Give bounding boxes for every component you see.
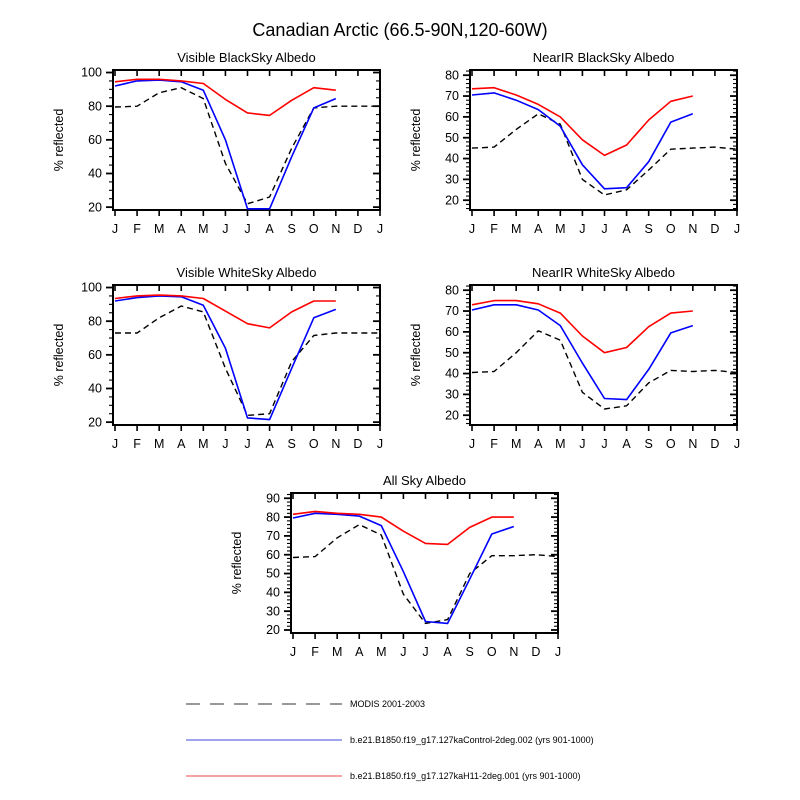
x-tick-label: A: [622, 437, 631, 451]
plot-frame: [113, 70, 380, 210]
y-tick-label: 80: [445, 68, 459, 83]
y-tick-label: 50: [445, 130, 459, 145]
x-tick-label: N: [688, 222, 698, 236]
x-tick-label: J: [222, 437, 229, 451]
chart-all-sky-albedo: [230, 473, 561, 659]
x-tick-label: A: [534, 222, 543, 236]
x-tick-label: A: [265, 222, 274, 236]
plot-frame: [470, 285, 737, 425]
x-tick-label: O: [308, 222, 319, 236]
x-tick-label: J: [733, 222, 741, 236]
y-tick-label: 90: [266, 491, 280, 506]
y-tick-label: 40: [88, 381, 102, 396]
x-tick-label: M: [555, 222, 566, 236]
x-tick-label: M: [510, 222, 522, 236]
x-tick-label: A: [355, 645, 364, 659]
modis-line: [115, 306, 380, 415]
chart-nearir-whitesky-albedo: [409, 265, 740, 451]
x-tick-label: N: [509, 645, 519, 659]
y-tick-label: 70: [445, 89, 459, 104]
x-tick-label: D: [353, 437, 363, 451]
y-tick-label: 30: [445, 172, 459, 187]
x-tick-label: J: [579, 222, 586, 236]
x-tick-label: O: [308, 437, 319, 451]
chart-visible-blacksky-albedo: [52, 50, 383, 236]
y-tick-label: 80: [266, 510, 280, 525]
y-tick-label: 80: [88, 99, 102, 114]
x-tick-label: J: [400, 645, 407, 659]
x-tick-label: D: [353, 222, 363, 236]
x-tick-label: D: [710, 222, 720, 236]
x-tick-label: D: [710, 437, 720, 451]
x-tick-label: S: [644, 222, 653, 236]
control-line: [293, 513, 514, 623]
y-axis-label: % reflected: [409, 323, 423, 387]
y-tick-label: 30: [445, 387, 459, 402]
chart-nearir-blacksky-albedo: [409, 50, 740, 236]
y-tick-label: 100: [81, 65, 102, 80]
x-tick-label: J: [376, 222, 384, 236]
x-tick-label: M: [153, 437, 165, 451]
legend-item-modis: [186, 697, 425, 711]
x-tick-label: J: [468, 437, 476, 451]
control-line: [115, 296, 336, 420]
x-tick-label: M: [555, 437, 566, 451]
x-tick-label: O: [665, 222, 676, 236]
h11-line: [293, 511, 514, 544]
x-tick-label: F: [133, 222, 141, 236]
plot-frame: [470, 70, 737, 210]
y-tick-label: 80: [445, 283, 459, 298]
x-tick-label: J: [111, 437, 119, 451]
y-axis-label: % reflected: [52, 323, 66, 387]
chart-visible-whitesky-albedo: [52, 265, 383, 451]
y-tick-label: 50: [266, 566, 280, 581]
h11-line: [115, 295, 336, 328]
chart-title: NearIR BlackSky Albedo: [532, 50, 675, 65]
x-tick-label: A: [443, 645, 452, 659]
modis-line: [293, 525, 558, 624]
y-tick-label: 20: [266, 623, 280, 638]
legend-label: MODIS 2001-2003: [350, 699, 426, 709]
x-tick-label: J: [601, 222, 608, 236]
y-tick-label: 60: [266, 547, 280, 562]
x-tick-label: J: [554, 645, 562, 659]
y-tick-label: 20: [445, 408, 459, 423]
x-tick-label: J: [111, 222, 119, 236]
x-tick-label: A: [622, 222, 631, 236]
y-tick-label: 50: [445, 345, 459, 360]
y-axis-label: % reflected: [230, 531, 244, 595]
chart-title: NearIR WhiteSky Albedo: [531, 265, 676, 280]
y-tick-label: 70: [266, 529, 280, 544]
y-axis-label: % reflected: [409, 108, 423, 172]
control-line: [472, 93, 693, 189]
legend-label: b.e21.B1850.f19_g17.127kaH11-2deg.001 (yrs 901-1000): [350, 771, 581, 781]
y-tick-label: 30: [266, 604, 280, 619]
y-tick-label: 20: [88, 200, 102, 215]
x-tick-label: S: [287, 222, 296, 236]
y-tick-label: 60: [445, 325, 459, 340]
y-tick-label: 80: [88, 314, 102, 329]
y-tick-label: 40: [445, 151, 459, 166]
y-tick-label: 40: [88, 166, 102, 181]
x-tick-label: J: [244, 437, 251, 451]
y-tick-label: 70: [445, 304, 459, 319]
x-tick-label: S: [644, 437, 653, 451]
x-tick-label: M: [198, 222, 209, 236]
plot-frame: [113, 285, 380, 425]
h11-line: [472, 88, 693, 156]
x-tick-label: A: [534, 437, 543, 451]
x-tick-label: N: [331, 437, 341, 451]
x-tick-label: F: [311, 645, 319, 659]
legend-item-h11: [186, 769, 581, 783]
y-tick-label: 60: [88, 133, 102, 148]
y-tick-label: 60: [445, 110, 459, 125]
x-tick-label: J: [468, 222, 476, 236]
modis-line: [472, 114, 737, 195]
x-tick-label: F: [490, 437, 498, 451]
x-tick-label: M: [331, 645, 343, 659]
h11-line: [115, 79, 336, 115]
x-tick-label: O: [486, 645, 497, 659]
x-tick-label: M: [198, 437, 209, 451]
y-tick-label: 40: [445, 366, 459, 381]
x-tick-label: J: [244, 222, 251, 236]
x-tick-label: D: [531, 645, 541, 659]
x-tick-label: A: [177, 437, 186, 451]
chart-title: Visible BlackSky Albedo: [177, 50, 316, 65]
x-tick-label: S: [287, 437, 296, 451]
x-tick-label: F: [133, 437, 141, 451]
modis-line: [115, 88, 380, 204]
x-tick-label: M: [376, 645, 387, 659]
legend-label: b.e21.B1850.f19_g17.127kaControl-2deg.002 (yrs 901-1000): [350, 735, 594, 745]
page-title: Canadian Arctic (66.5-90N,120-60W): [252, 20, 548, 40]
chart-title: Visible WhiteSky Albedo: [176, 265, 317, 280]
y-axis-label: % reflected: [52, 108, 66, 172]
y-tick-label: 100: [81, 280, 102, 295]
legend-line-sample: [186, 737, 342, 743]
x-tick-label: O: [665, 437, 676, 451]
x-tick-label: J: [289, 645, 297, 659]
x-tick-label: J: [422, 645, 429, 659]
legend-line-sample: [186, 701, 342, 707]
h11-line: [472, 301, 693, 353]
x-tick-label: N: [331, 222, 341, 236]
y-tick-label: 20: [88, 415, 102, 430]
x-tick-label: A: [177, 222, 186, 236]
y-tick-label: 20: [445, 193, 459, 208]
x-tick-label: S: [465, 645, 474, 659]
chart-title: All Sky Albedo: [382, 473, 467, 488]
legend-line-sample: [186, 773, 342, 779]
x-tick-label: N: [688, 437, 698, 451]
x-tick-label: J: [222, 222, 229, 236]
x-tick-label: J: [733, 437, 741, 451]
x-tick-label: J: [376, 437, 384, 451]
x-tick-label: M: [510, 437, 522, 451]
y-tick-label: 60: [88, 348, 102, 363]
x-tick-label: A: [265, 437, 274, 451]
x-tick-label: J: [601, 437, 608, 451]
y-tick-label: 40: [266, 585, 280, 600]
legend-item-control: [186, 733, 594, 747]
x-tick-label: M: [153, 222, 165, 236]
x-tick-label: F: [490, 222, 498, 236]
x-tick-label: J: [579, 437, 586, 451]
